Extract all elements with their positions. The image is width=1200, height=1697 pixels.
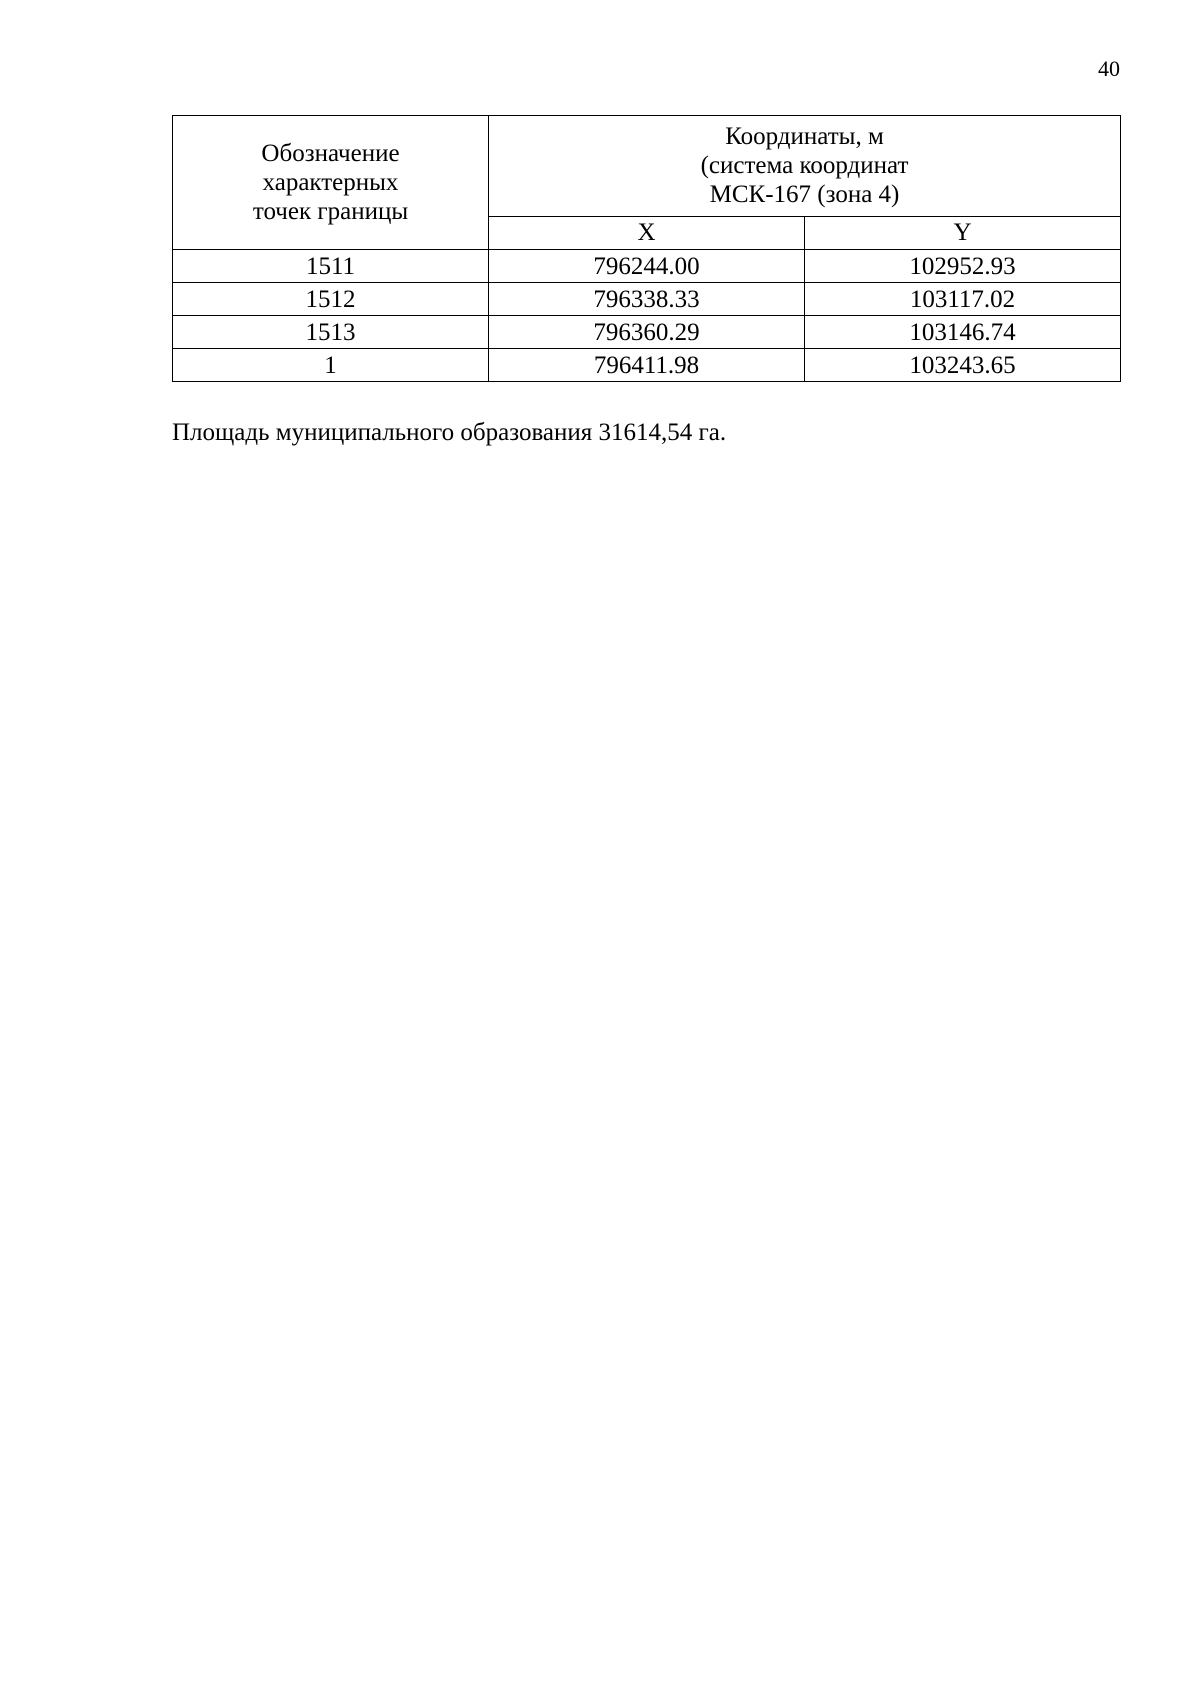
- coordinates-table: [172, 115, 1121, 382]
- header-point-line: точек границы: [252, 198, 409, 225]
- cell-x: 796338.33: [489, 283, 805, 316]
- cell-x: 796411.98: [489, 349, 805, 382]
- cell-point: 1511: [173, 250, 489, 283]
- cell-y: 103117.02: [805, 283, 1121, 316]
- header-x: X: [489, 216, 805, 249]
- header-point-line: характерных: [262, 169, 399, 196]
- area-statement: Площадь муниципального образования 31614,54 га.: [172, 419, 727, 446]
- header-y: Y: [805, 216, 1121, 249]
- page-number: 40: [1098, 56, 1120, 81]
- header-point-designation: [173, 116, 489, 250]
- header-coords-line: (система координат: [700, 152, 909, 180]
- header-coords-line: МСК-167 (зона 4): [709, 181, 900, 209]
- cell-point: 1: [173, 349, 489, 382]
- cell-y: 103243.65: [805, 349, 1121, 382]
- table-row: [173, 283, 1121, 316]
- table-row: [173, 316, 1121, 349]
- cell-point: 1513: [173, 316, 489, 349]
- cell-x: 796244.00: [489, 250, 805, 283]
- header-coords-line: Координаты, м: [725, 123, 884, 151]
- cell-x: 796360.29: [489, 316, 805, 349]
- cell-y: 103146.74: [805, 316, 1121, 349]
- table-row: [173, 349, 1121, 382]
- cell-point: 1512: [173, 283, 489, 316]
- cell-y: 102952.93: [805, 250, 1121, 283]
- table-header-row: [173, 116, 1121, 217]
- header-point-line: Обозначение: [261, 140, 400, 167]
- header-coordinates: [489, 116, 1121, 217]
- table-row: [173, 250, 1121, 283]
